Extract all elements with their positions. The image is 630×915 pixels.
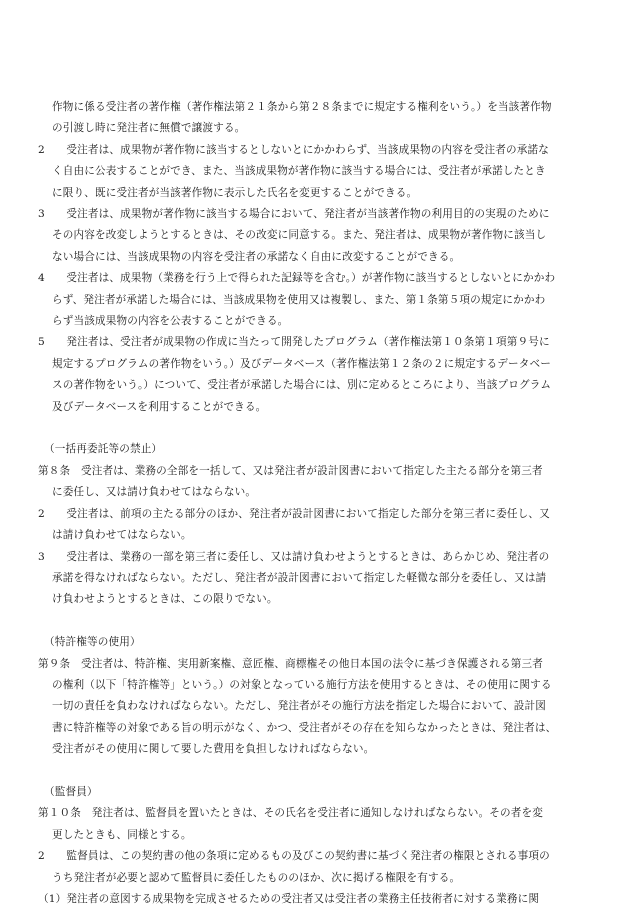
section-title: （特許権等の使用） — [44, 636, 141, 649]
clause-5 — [0, 332, 630, 418]
paragraph-continuation — [0, 97, 630, 140]
text-line: は請け負わせてはならない。 — [52, 529, 192, 542]
text-line: 3 受注者は、成果物が著作物に該当する場合において、発注者が当該著作物の利用目的の実現のために — [38, 208, 550, 221]
text-line: 受注者がその使用に関して要した費用を負担しなければならない。 — [52, 743, 375, 756]
spacer — [0, 418, 630, 439]
spacer — [0, 761, 630, 782]
clause-2 — [0, 140, 630, 204]
text-line: スの著作物をいう。）について、受注者が承諾した場合には、別に定めるところにより、当該プログラム — [52, 379, 552, 392]
text-line: の引渡し時に発注者に無償で譲渡する。 — [52, 122, 246, 135]
text-line: らず、発注者が承諾した場合には、当該成果物を使用又は複製し、また、第１条第５項の規定にかかわ — [52, 293, 546, 306]
text-line: 第９条 受注者は、特許権、実用新案権、意匠権、商標権その他日本国の法令に基づき保護される第三者 — [38, 657, 543, 670]
section-title: （一括再委託等の禁止） — [44, 443, 163, 456]
text-line: うち発注者が必要と認めて監督員に委任したもののほか、次に掲げる権限を有する。 — [52, 871, 461, 884]
text-line: に委任し、又は請け負わせてはならない。 — [52, 486, 257, 499]
text-line: く自由に公表することができ、また、当該成果物が著作物に該当する場合には、受注者が承諾したとき — [52, 165, 546, 178]
text-line: らず当該成果物の内容を公表することができる。 — [52, 315, 289, 328]
text-line: 及びデータベースを利用することができる。 — [52, 400, 267, 413]
text-line: 3 受注者は、業務の一部を第三者に委任し、又は請け負わせようとするときは、あらかじめ、発注者の — [38, 550, 550, 563]
text-line: 規定するプログラムの著作物をいう。）及びデータベース（著作権法第１２条の２に規定するデータベー — [52, 357, 552, 370]
text-line: 更したときも、同様とする。 — [52, 828, 192, 841]
text-line: の権利（以下「特許権等」という。）の対象となっている施行方法を使用するときは、その使用に関する — [52, 678, 552, 691]
text-line: 第１０条 発注者は、監督員を置いたときは、その氏名を受注者に通知しなければならない。その者を変 — [38, 807, 543, 820]
text-line: け負わせようとするときは、この限りでない。 — [52, 593, 278, 606]
document-page — [0, 97, 630, 910]
spacer — [0, 611, 630, 632]
text-line: その内容を改変しようとするときは、その改変に同意する。また、発注者は、成果物が著作物に該当し — [52, 229, 547, 242]
text-line: 作物に係る受注者の著作権（著作権法第２１条から第２８条までに規定する権利をいう。）を当該著作物 — [52, 101, 552, 113]
text-line: 5 発注者は、受注者が成果物の作成に当たって開発したプログラム（著作権法第１０条第１項第９号に — [38, 336, 550, 349]
clause-3 — [0, 204, 630, 268]
text-line: （1）発注者の意図する成果物を完成させるための受注者又は受注者の業務主任技術者に対する業務に関 — [38, 892, 540, 905]
article-10 — [0, 803, 630, 910]
text-line: 承諾を得なければならない。ただし、発注者が設計図書において指定した軽微な部分を委任し、又は請 — [52, 571, 547, 584]
text-line: ない場合には、当該成果物の内容を受注者の承諾なく自由に改変することができる。 — [52, 250, 461, 263]
text-line: 一切の責任を負わなければならない。ただし、発注者がその施行方法を指定した場合において、設計図 — [52, 700, 546, 713]
clause-4 — [0, 268, 630, 332]
text-line: 書に特許権等の対象である旨の明示がなく、かつ、受注者がその存在を知らなかったときは、発注者は、 — [52, 721, 557, 734]
text-line: 2 監督員は、この契約書の他の条項に定めるもの及びこの契約書に基づく発注者の権限とされる事項の — [38, 850, 550, 863]
text-line: 2 受注者は、前項の主たる部分のほか、発注者が設計図書において指定した部分を第三者に委任し、又 — [38, 507, 550, 520]
text-line: に限り、既に受注者が当該著作物に表示した氏名を変更することができる。 — [52, 186, 418, 199]
text-line: 4 受注者は、成果物（業務を行う上で得られた記録等を含む。）が著作物に該当するとしないとにかかわ — [38, 272, 556, 285]
text-line: 第８条 受注者は、業務の全部を一括して、又は発注者が設計図書において指定した主たる部分を第三者 — [38, 464, 543, 477]
article-8 — [0, 461, 630, 611]
section-title: （監督員） — [44, 785, 98, 798]
article-9 — [0, 654, 630, 761]
text-line: 2 受注者は、成果物が著作物に該当するとしないとにかかわらず、当該成果物の内容を受注者の承諾な — [38, 143, 549, 156]
